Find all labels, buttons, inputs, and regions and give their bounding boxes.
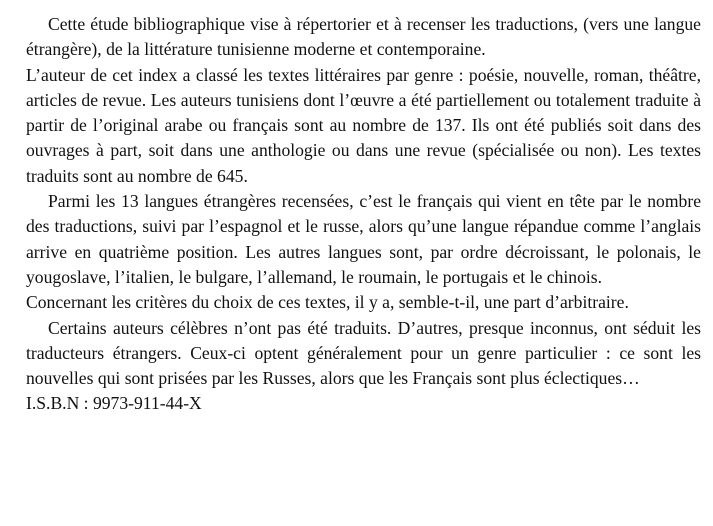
paragraph-classification: L’auteur de cet index a classé les textes littéraires par genre : poésie, nouvelle, roman, théâtre, articles de revue. Les auteurs tunisiens dont l’œuvre a été partiellement ou totalement traduite à partir de l’original arabe ou français sont au nombre de 137. Ils ont été publiés soit dans des ouvrages à part, soit dans une anthologie ou dans une revue (spécialisée ou non). Les textes traduits sont au nombre de 645.	[26, 64, 701, 186]
paragraph-languages: Parmi les 13 langues étrangères recensées, c’est le français qui vient en tête par le nombre des traductions, suivi par l’espagnol et le russe, alors qu’une langue répandue comme l’anglais arrive en quatrième position. Les autres langues sont, par ordre décroissant, le polonais, le yougoslave, l’italien, le bulgare, l’allemand, le roumain, le portugais et le chinois.	[26, 191, 701, 287]
isbn-line: I.S.B.N : 9973-911-44-X	[26, 393, 202, 414]
paragraph-criteria: Concernant les critères du choix de ces textes, il y a, semble-t-il, une part d’arbitraire.	[26, 292, 629, 313]
paragraph-authors: Certains auteurs célèbres n’ont pas été traduits. D’autres, presque inconnus, ont séduit les traducteurs étrangers. Ceux-ci optent généralement pour un genre particulier : ce sont les nouvelles qui sont prisées par les Russes, alors que les Français sont plus éclectiques…	[26, 317, 701, 389]
paragraph-intro: Cette étude bibliographique vise à répertorier et à recenser les traductions, (vers une langue étrangère), de la littérature tunisienne moderne et contemporaine.	[26, 14, 701, 60]
